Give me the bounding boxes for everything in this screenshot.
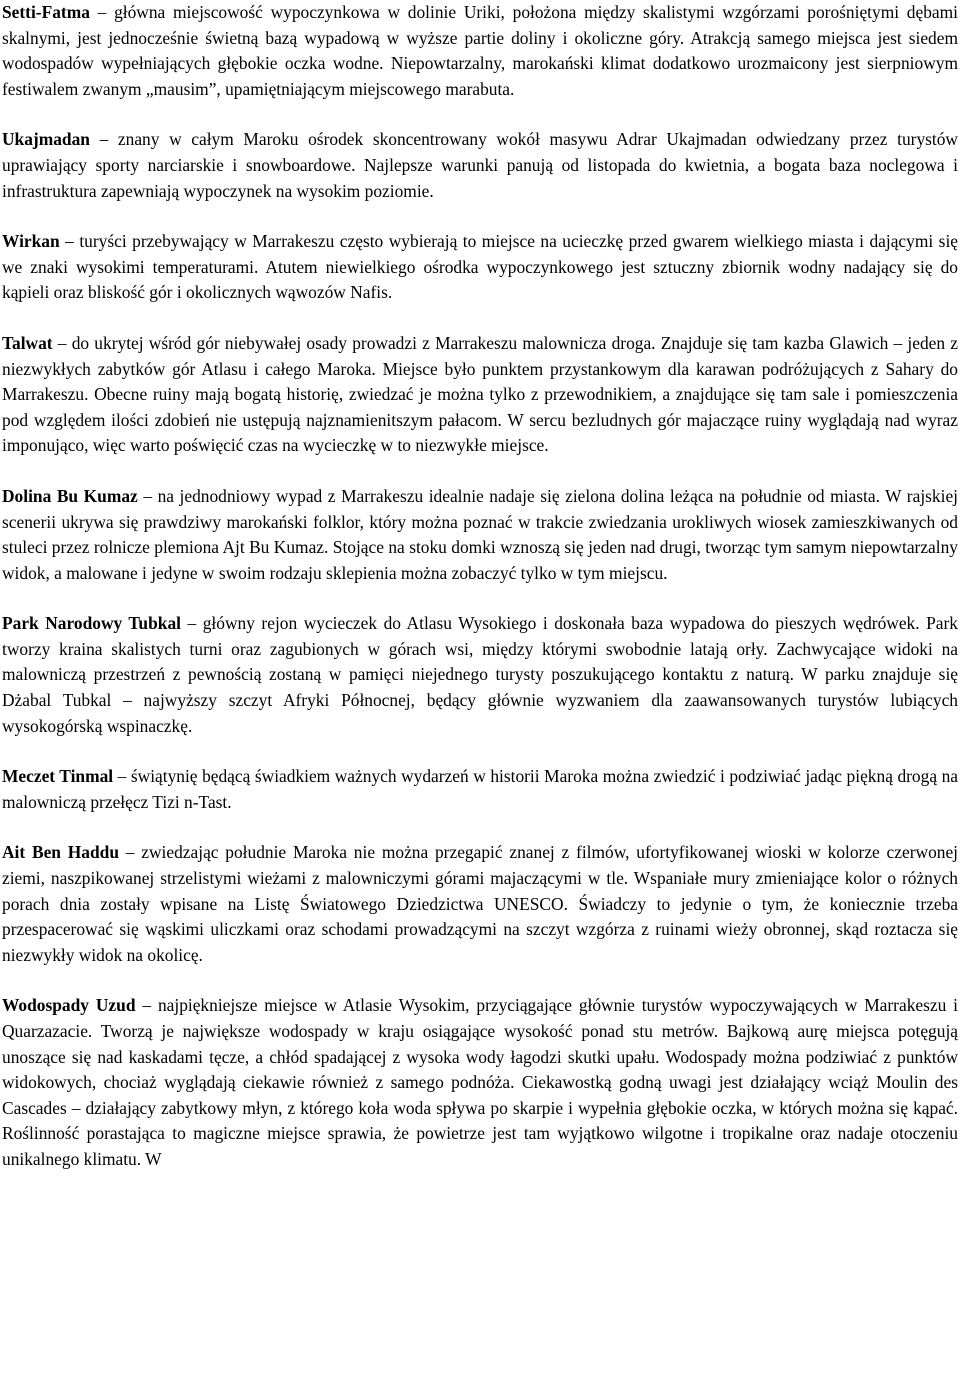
paragraph-dolina-bu-kumaz xyxy=(2,484,958,586)
paragraph-term: Talwat xyxy=(2,332,53,353)
paragraph-term: Meczet Tinmal xyxy=(2,766,114,787)
paragraph-meczet-tinmal xyxy=(2,764,958,815)
paragraph-term: Wodospady Uzud xyxy=(2,995,136,1016)
paragraph-ait-ben-haddu xyxy=(2,840,958,968)
paragraph-term: Setti-Fatma xyxy=(2,2,90,22)
paragraph-text: – do ukrytej wśród gór niebywałej osady prowadzi z Marrakeszu malownicza droga. Znajduje się tam kazba Glawich – jeden z niezwykłych zabytków gór Atlasu i całego Maroka. Miejsce było punktem przystankowym dla karawan podróżujących z Sahary do Marrakeszu. Obecne ruiny mają bogatą historię, zwiedzać je można tylko z przewodnikiem, a znajdujące się tam sale i pomieszczenia pod względem ilości zdobień nie ustępują najznamienitszym pałacom. W sercu bezludnych gór majaczące ruiny wyglądają nad wyraz imponująco, więc warto poświęcić czas na wycieczkę w to niezwykłe miejsce. xyxy=(2,332,958,456)
paragraph-text: – główny rejon wycieczek do Atlasu Wysokiego i doskonała baza wypadowa do pieszych wędrówek. Park tworzy kraina skalistych turni oraz zagubionych w górach wsi, między którymi swobodnie latają orły. Zachwycające widoki na malowniczą przestrzeń z pewnością zostaną w pamięci niejednego turysty poszukującego kontaktu z naturą. W parku znajduje się Dżabal Tubkal – najwyższy szczyt Afryki Północnej, będący głównie wyzwaniem dla zaawansowanych turystów lubiących wysokogórską wspinaczkę. xyxy=(2,613,958,736)
paragraph-text: – najpiękniejsze miejsce w Atlasie Wysokim, przyciągające głównie turystów wypoczywających w Marrakeszu i Quarzazacie. Tworzą je największe wodospady w kraju osiągające wysokość ponad stu metrów. Bajkową aurę miejsca potęgują unoszące się nad kaskadami tęcze, a chłód spadającej z wysoka wody łagodzi skutki upału. Wodospady można podziwiać z punktów widokowych, chociaż wyglądają ciekawie również z samego podnóża. Ciekawostką godną uwagi jest działający wciąż Moulin des Cascades – działający zabytkowy młyn, z którego koła woda spływa po skarpie i wypełnia głębokie oczka, w których można się kąpać. Roślinność porastająca to magiczne miejsce sprawia, że powietrze jest tam wyjątkowo wilgotne i tropikalne oraz nadaje otoczeniu unikalnego klimatu. W xyxy=(2,995,958,1169)
paragraph-term: Dolina Bu Kumaz xyxy=(2,485,138,506)
paragraph-term: Ukajmadan xyxy=(2,129,90,150)
paragraph-text: – świątynię będącą świadkiem ważnych wydarzeń w historii Maroka można zwiedzić i podziwiać jadąc piękną drogą na malowniczą przełęcz Tizi n-Tast. xyxy=(2,766,958,812)
paragraph-text: – główna miejscowość wypoczynkowa w dolinie Uriki, położona między skalistymi wzgórzami porośniętymi dębami skalnymi, jest jednocześnie świetną bazą wypadową w wyższe partie doliny i okoliczne góry. Atrakcją samego miejsca jest siedem wodospadów wypełniających głębokie oczka wodne. Niepowtarzalny, marokański klimat dodatkowo urozmaicony jest sierpniowym festiwalem zwanym „mausim”, upamiętniającym miejscowego marabuta. xyxy=(2,2,958,99)
paragraph-term: Ait Ben Haddu xyxy=(2,842,119,863)
paragraph-park-narodowy-tubkal xyxy=(2,611,958,739)
paragraph-term: Park Narodowy Tubkal xyxy=(2,613,181,634)
paragraph-text: – znany w całym Maroku ośrodek skoncentrowany wokół masywu Adrar Ukajmadan odwiedzany przez turystów uprawiający sporty narciarskie i snowboardowe. Najlepsze warunki panują od listopada do kwietnia, a bogata baza noclegowa i infrastruktura zapewniają wypoczynek na wysokim poziomie. xyxy=(2,129,958,201)
paragraph-ukajmadan xyxy=(2,127,958,204)
paragraph-text: – na jednodniowy wypad z Marrakeszu idealnie nadaje się zielona dolina leżąca na południe od miasta. W rajskiej scenerii ukrywa się prawdziwy marokański folklor, który można poznać w trakcie zwiedzania urokliwych wiosek zamieszkiwanych od stuleci przez rolnicze plemiona Ajt Bu Kumaz. Stojące na stoku domki wznoszą się jeden nad drugi, tworząc tym samym niepowtarzalny widok, a malowane i jedyne w swoim rodzaju sklepienia można zobaczyć tylko w tym miejscu. xyxy=(2,485,958,583)
paragraph-text: – zwiedzając południe Maroka nie można przegapić znanej z filmów, ufortyfikowanej wioski w kolorze czerwonej ziemi, naszpikowanej strzelistymi wieżami z malowniczymi górami majaczącymi w tle. Wspaniałe mury zmieniające kolor o różnych porach dnia zostały wpisane na Listę Światowego Dziedzictwa UNESCO. Świadczy to jedynie o tym, że koniecznie trzeba przespacerować się wąskimi uliczkami oraz schodami prowadzącymi na szczyt wzgórza z ruinami wieży obronnej, skąd roztacza się niezwykły widok na okolicę. xyxy=(2,842,959,965)
paragraph-talwat xyxy=(2,331,958,459)
paragraph-wirkan xyxy=(2,229,958,306)
paragraph-text: – turyści przebywający w Marrakeszu często wybierają to miejsce na ucieczkę przed gwarem wielkiego miasta i dającymi się we znaki wysokimi temperaturami. Atutem niewielkiego ośrodka wypoczynkowego jest sztuczny zbiornik wodny nadający się do kąpieli oraz bliskość gór i okolicznych wąwozów Nafis. xyxy=(2,231,958,303)
paragraph-wodospady-uzud xyxy=(2,993,958,1172)
paragraph-term: Wirkan xyxy=(2,231,60,252)
paragraph-setti-fatma xyxy=(2,0,958,102)
